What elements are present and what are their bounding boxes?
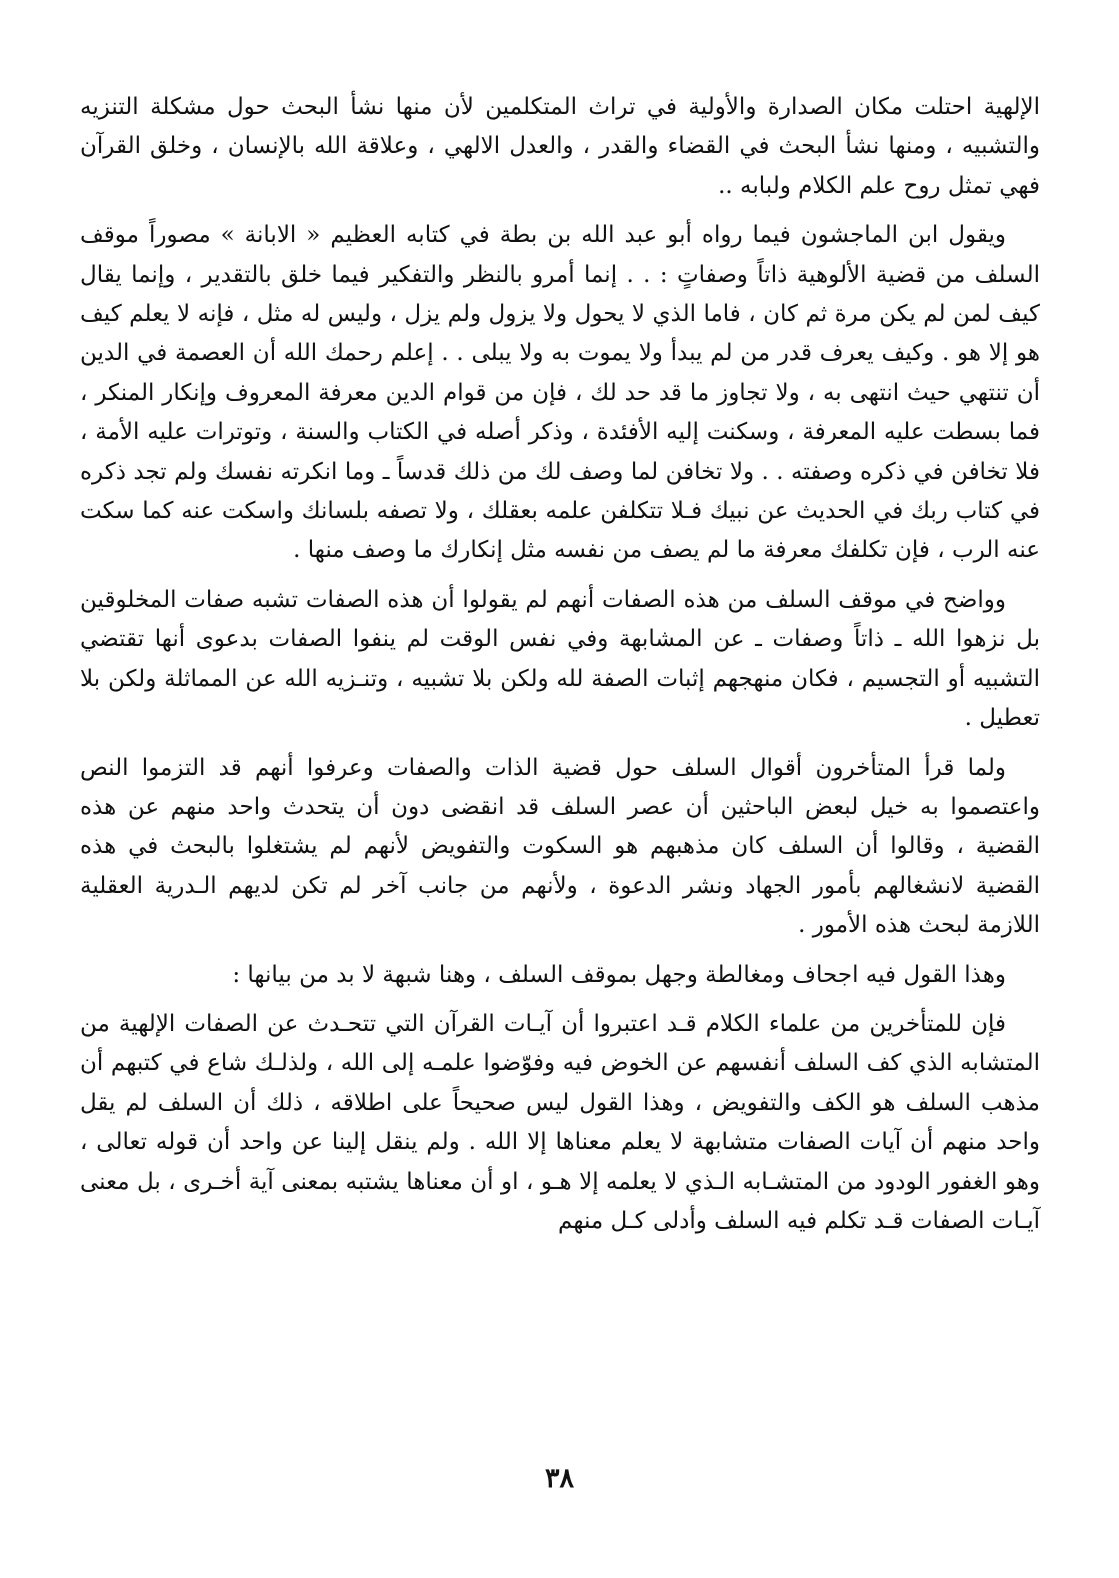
paragraph-mutashabih: فإن للمتأخرين من علماء الكلام قـد اعتبروا أن آيـات القرآن التي تتحـدث عن الصفات الإلهية من المتشابه الذي كف السلف أنفسهم عن الخوض فيه وفوّضوا علمـه إلى الله ، ولذلـك شاع في كتبهم أن مذهب السلف هو الكف والتفويض ، وهذا القول ليس صحيحاً على اطلاقه ، ذلك أن السلف لم يقل واحد منهم أن آيات الصفات متشابهة لا يعلم معناها إلا الله . ولم ينقل إلينا عن واحد أن قوله تعالى ، وهو الغفور الودود من المتشـابه الـذي لا يعلمه إلا هـو ، او أن معناها يشتبه بمعنى آية أخـرى ، بل معنى آيـات الصفات قـد تكلم فيه السلف وأدلى كـل منهم [80, 1010, 1040, 1234]
page-body [80, 88, 1040, 1468]
paragraph-intro: الإلهية احتلت مكان الصدارة والأولية في تراث المتكلمين لأن منها نشأ البحث حول مشكلة التنزيه والتشبيه ، ومنها نشأ البحث في القضاء والقدر ، والعدل الالهي ، وعلاقة الله بالإنسان ، وخلق القرآن فهي تمثل روح علم الكلام ولبابه .. [80, 94, 1040, 199]
paragraph-later-scholars: ولما قرأ المتأخرون أقوال السلف حول قضية الذات والصفات وعرفوا أنهم قد التزموا النص واعتصموا به خيل لبعض الباحثين أن عصر السلف قد انقضى دون أن يتحدث واحد منهم عن هذه القضية ، وقالوا أن السلف كان مذهبهم هو السكوت والتفويض لأنهم لم يشتغلوا بالبحث في هذه القضية لانشغالهم بأمور الجهاد ونشر الدعوة ، ولأنهم من جانب آخر لم تكن لديهم الـدرية العقلية اللازمة لبحث هذه الأمور . [80, 754, 1040, 939]
paragraph-salaf-position: وواضح في موقف السلف من هذه الصفات أنهم لم يقولوا أن هذه الصفات تشبه صفات المخلوقين بل نزهوا الله ـ ذاتاً وصفات ـ عن المشابهة وفي نفس الوقت لم ينفوا الصفات بدعوى أنها تقتضي التشبيه أو التجسيم ، فكان منهجهم إثبات الصفة لله ولكن بلا تشبيه ، وتنـزيه الله عن المماثلة ولكن بلا تعطيل . [80, 586, 1040, 732]
paragraph-ibn-majishun-quote: ويقول ابن الماجشون فيما رواه أبو عبد الله بن بطة في كتابه العظيم « الابانة » مصوراً موقف السلف من قضية الألوهية ذاتاً وصفاتٍ : . . إنما أمرو بالنظر والتفكير فيما خلق بالتقدير ، وإنما يقال كيف لمن لم يكن مرة ثم كان ، فاما الذي لا يحول ولا يزول ولم يزل ، وليس له مثل ، فإنه لا يعلم كيف هو إلا هو . وكيف يعرف قدر من لم يبدأ ولا يموت به ولا يبلى . . إعلم رحمك الله أن العصمة في الدين أن تنتهي حيث انتهى به ، ولا تجاوز ما قد حد لك ، فإن من قوام الدين معرفة المعروف وإنكار المنكر ، فما بسطت عليه المعرفة ، وسكنت إليه الأفئدة ، وذكر أصله في الكتاب والسنة ، وتوترات عليه الأمة ، فلا تخافن في ذكره وصفته . . ولا تخافن لما وصف لك من ذلك قدساً ـ وما انكرته نفسك ولم تجد ذكره في كتاب ربك في الحديث عن نبيك فـلا تتكلفن علمه بعقلك ، ولا تصفه بلسانك واسكت عنه كما سكت عنه الرب ، فإن تكلفك معرفة ما لم يصف من نفسه مثل إنكارك ما وصف منها . [80, 222, 1040, 564]
paragraph-refutation: وهذا القول فيه اجحاف ومغالطة وجهل بموقف السلف ، وهنا شبهة لا بد من بيانها : [232, 961, 1006, 988]
page-number: ٣٨ [544, 1463, 574, 1494]
